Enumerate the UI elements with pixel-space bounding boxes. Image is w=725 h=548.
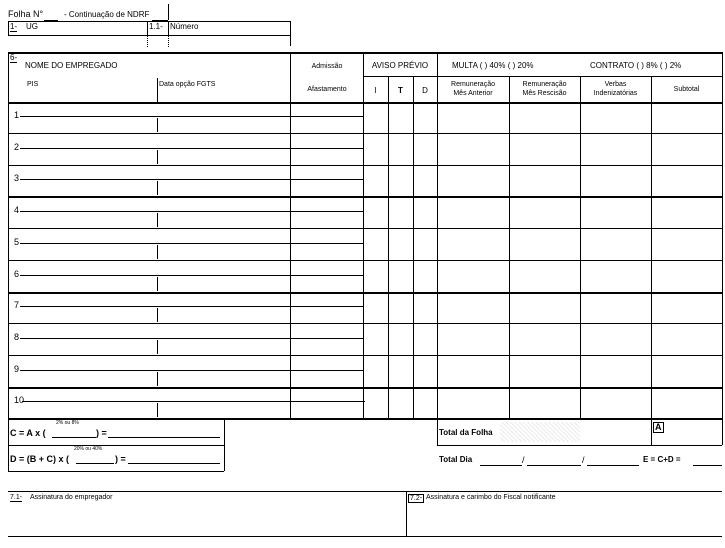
table-row [8, 387, 722, 419]
row-number: 2 [14, 142, 20, 152]
formula-d-left: D = (B + C) x ( [10, 454, 70, 464]
section-6-num: 6- [10, 53, 18, 62]
table-row [8, 102, 722, 134]
employee-name-line[interactable] [20, 243, 363, 244]
table-row [8, 165, 722, 197]
total-folha-field[interactable] [500, 422, 580, 442]
field-11-num: 1.1- [149, 22, 163, 31]
f71-label: Assinatura do empregador [30, 494, 113, 501]
employee-name-line[interactable] [22, 401, 365, 402]
table-row [8, 292, 722, 324]
col-pis: PIS [27, 81, 39, 88]
date-sep-1: / [522, 455, 525, 465]
total-da-folha-label: Total da Folha [439, 428, 493, 437]
col-rem-anterior-l2: Mês Anterior [453, 90, 493, 97]
field-ug-label: UG [26, 22, 38, 31]
formula-d-result-line[interactable] [128, 463, 220, 464]
employee-name-line[interactable] [20, 306, 363, 307]
total-dia-label: Total Dia [439, 455, 473, 464]
continuacao-label: - Continuação de NDRF [64, 10, 150, 19]
numero-field[interactable] [210, 22, 288, 34]
row-number: 8 [14, 332, 20, 342]
field-1-num: 1- [10, 22, 18, 31]
col-verbas-l1: Verbas [604, 81, 627, 88]
employee-name-line[interactable] [20, 179, 363, 180]
folha-label: Folha N° [8, 9, 44, 19]
employee-name-line[interactable] [20, 275, 363, 276]
col-afastamento: Afastamento [307, 86, 347, 93]
row-number: 3 [14, 173, 20, 183]
col-rem-rescisao-l1: Remuneração [522, 81, 567, 88]
formula-c-result-line[interactable] [108, 437, 220, 438]
formula-c-small-label: 2% ou 8% [56, 420, 79, 426]
multa-option[interactable]: MULTA ( ) 40% ( ) 20% [452, 61, 534, 70]
total-dia-year-line[interactable] [587, 465, 639, 466]
col-nome-empregado: NOME DO EMPREGADO [25, 61, 118, 70]
col-rem-anterior-l1: Remuneração [451, 81, 495, 88]
a-label: A [655, 422, 662, 432]
fiscal-signature-field[interactable] [408, 504, 720, 534]
table-row [8, 324, 722, 356]
col-admissao: Admissão [311, 63, 343, 70]
employee-name-line[interactable] [20, 211, 363, 212]
aviso-d: D [422, 86, 428, 95]
aviso-i: I [374, 86, 377, 95]
employee-name-line[interactable] [20, 116, 363, 117]
formula-c-rate-line[interactable] [52, 437, 96, 438]
col-aviso-previo: AVISO PRÉVIO [371, 61, 429, 70]
employer-signature-field[interactable] [10, 504, 402, 534]
formula-d-rate-line[interactable] [76, 463, 114, 464]
total-dia-day-line[interactable] [480, 465, 522, 466]
row-number: 1 [14, 110, 20, 120]
table-row [8, 356, 722, 388]
aviso-t: T [398, 86, 403, 95]
formula-d-mid: ) = [115, 454, 126, 464]
row-number: 4 [14, 205, 20, 215]
employee-name-line[interactable] [20, 148, 363, 149]
col-verbas-l2: Indenizatórias [593, 90, 638, 97]
e-formula: E = C+D = [643, 455, 681, 464]
f72-label: Assinatura e carimbo do Fiscal notificante [426, 494, 556, 501]
row-number: 7 [14, 300, 20, 310]
employee-name-line[interactable] [20, 338, 363, 339]
row-number: 6 [14, 269, 20, 279]
table-row [8, 197, 722, 229]
formula-c-left: C = A x ( [10, 428, 46, 438]
table-row [8, 261, 722, 293]
table-row [8, 229, 722, 261]
row-number: 5 [14, 237, 20, 247]
f72-num: 7.2- [410, 495, 423, 502]
contrato-option[interactable]: CONTRATO ( ) 8% ( ) 2% [590, 61, 682, 70]
row-number: 9 [14, 364, 20, 374]
f71-num: 7.1- [10, 494, 23, 501]
formula-c-mid: ) = [96, 428, 107, 438]
table-row [8, 134, 722, 166]
employee-name-line[interactable] [20, 370, 363, 371]
col-subtotal: Subtotal [673, 86, 700, 93]
ug-field[interactable] [40, 22, 145, 34]
col-rem-rescisao-l2: Mês Rescisão [522, 90, 567, 97]
field-numero-label: Número [170, 22, 199, 31]
e-result-line[interactable] [693, 465, 722, 466]
total-dia-month-line[interactable] [527, 465, 581, 466]
col-data-opcao-fgts: Data opção FGTS [159, 81, 216, 88]
row-number: 10 [14, 395, 25, 405]
date-sep-2: / [582, 455, 585, 465]
formula-d-small-label: 20% ou 40% [74, 446, 103, 452]
